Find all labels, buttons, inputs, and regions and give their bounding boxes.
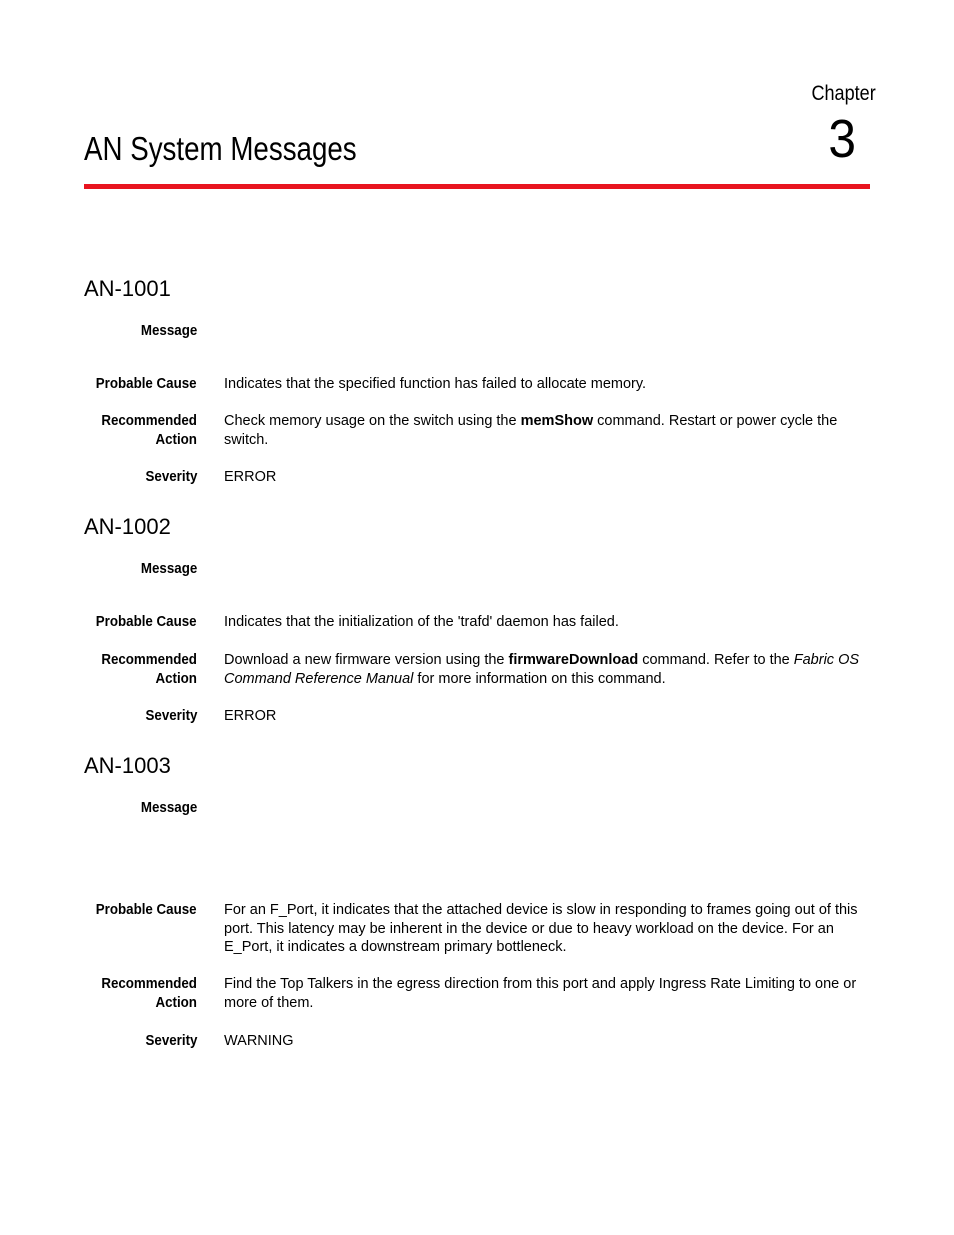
chapter-label: Chapter (811, 82, 876, 105)
action-text-pre: Check memory usage on the switch using the (224, 413, 521, 429)
probable-cause-label: Probable Cause (96, 902, 197, 918)
command-name: firmwareDownload (508, 652, 639, 668)
chapter-number: 3 (828, 109, 856, 169)
section-heading: AN-1002 (84, 514, 171, 539)
message-label: Message (140, 800, 197, 816)
action-label: Action (155, 432, 197, 448)
recommended-action-label (101, 651, 197, 689)
recommended-label: Recommended (101, 976, 197, 992)
manual-reference: Fabric OS Command Reference Manual (224, 652, 860, 687)
action-label: Action (155, 671, 197, 687)
action-text-post: for more information on this command. (413, 670, 666, 687)
probable-cause-label: Probable Cause (96, 614, 197, 630)
action-text-pre: Download a new firmware version using the (224, 652, 509, 668)
page-title: AN System Messages (84, 130, 357, 167)
section-heading: AN-1003 (84, 753, 171, 778)
recommended-action-text: Find the Top Talkers in the egress direction from this port and apply Ingress Rate Limiting to one or more of them. (224, 976, 857, 1011)
severity-value: ERROR (224, 469, 277, 485)
message-label: Message (140, 323, 197, 339)
probable-cause-text: Indicates that the initialization of the 'trafd' daemon has failed. (224, 614, 619, 630)
action-label: Action (155, 995, 197, 1011)
title-rule (84, 184, 870, 189)
message-label: Message (140, 561, 197, 577)
severity-label: Severity (145, 708, 197, 724)
probable-cause-label: Probable Cause (96, 376, 197, 392)
severity-label: Severity (145, 469, 197, 485)
probable-cause-text: For an F_Port, it indicates that the attached device is slow in responding to frames going out of this port. This latency may be inherent in the device or due to heavy workload on the device. For an E_Port, it indicates a downstream primary bottleneck. (224, 902, 858, 955)
probable-cause-text: Indicates that the specified function has failed to allocate memory. (224, 376, 647, 392)
section-heading: AN-1001 (84, 276, 171, 301)
action-text-post: command. Restart or power cycle the switch. (224, 413, 838, 448)
recommended-action-label (101, 975, 197, 1013)
severity-value: WARNING (224, 1033, 294, 1049)
recommended-action-label (101, 412, 197, 450)
command-name: memShow (520, 413, 594, 429)
recommended-action-text (224, 412, 872, 449)
recommended-action-text (224, 651, 872, 688)
action-text-mid: command. Refer to the (638, 652, 794, 668)
severity-value: ERROR (224, 708, 277, 724)
severity-label: Severity (145, 1033, 197, 1049)
recommended-label: Recommended (101, 652, 197, 668)
recommended-label: Recommended (101, 413, 197, 429)
